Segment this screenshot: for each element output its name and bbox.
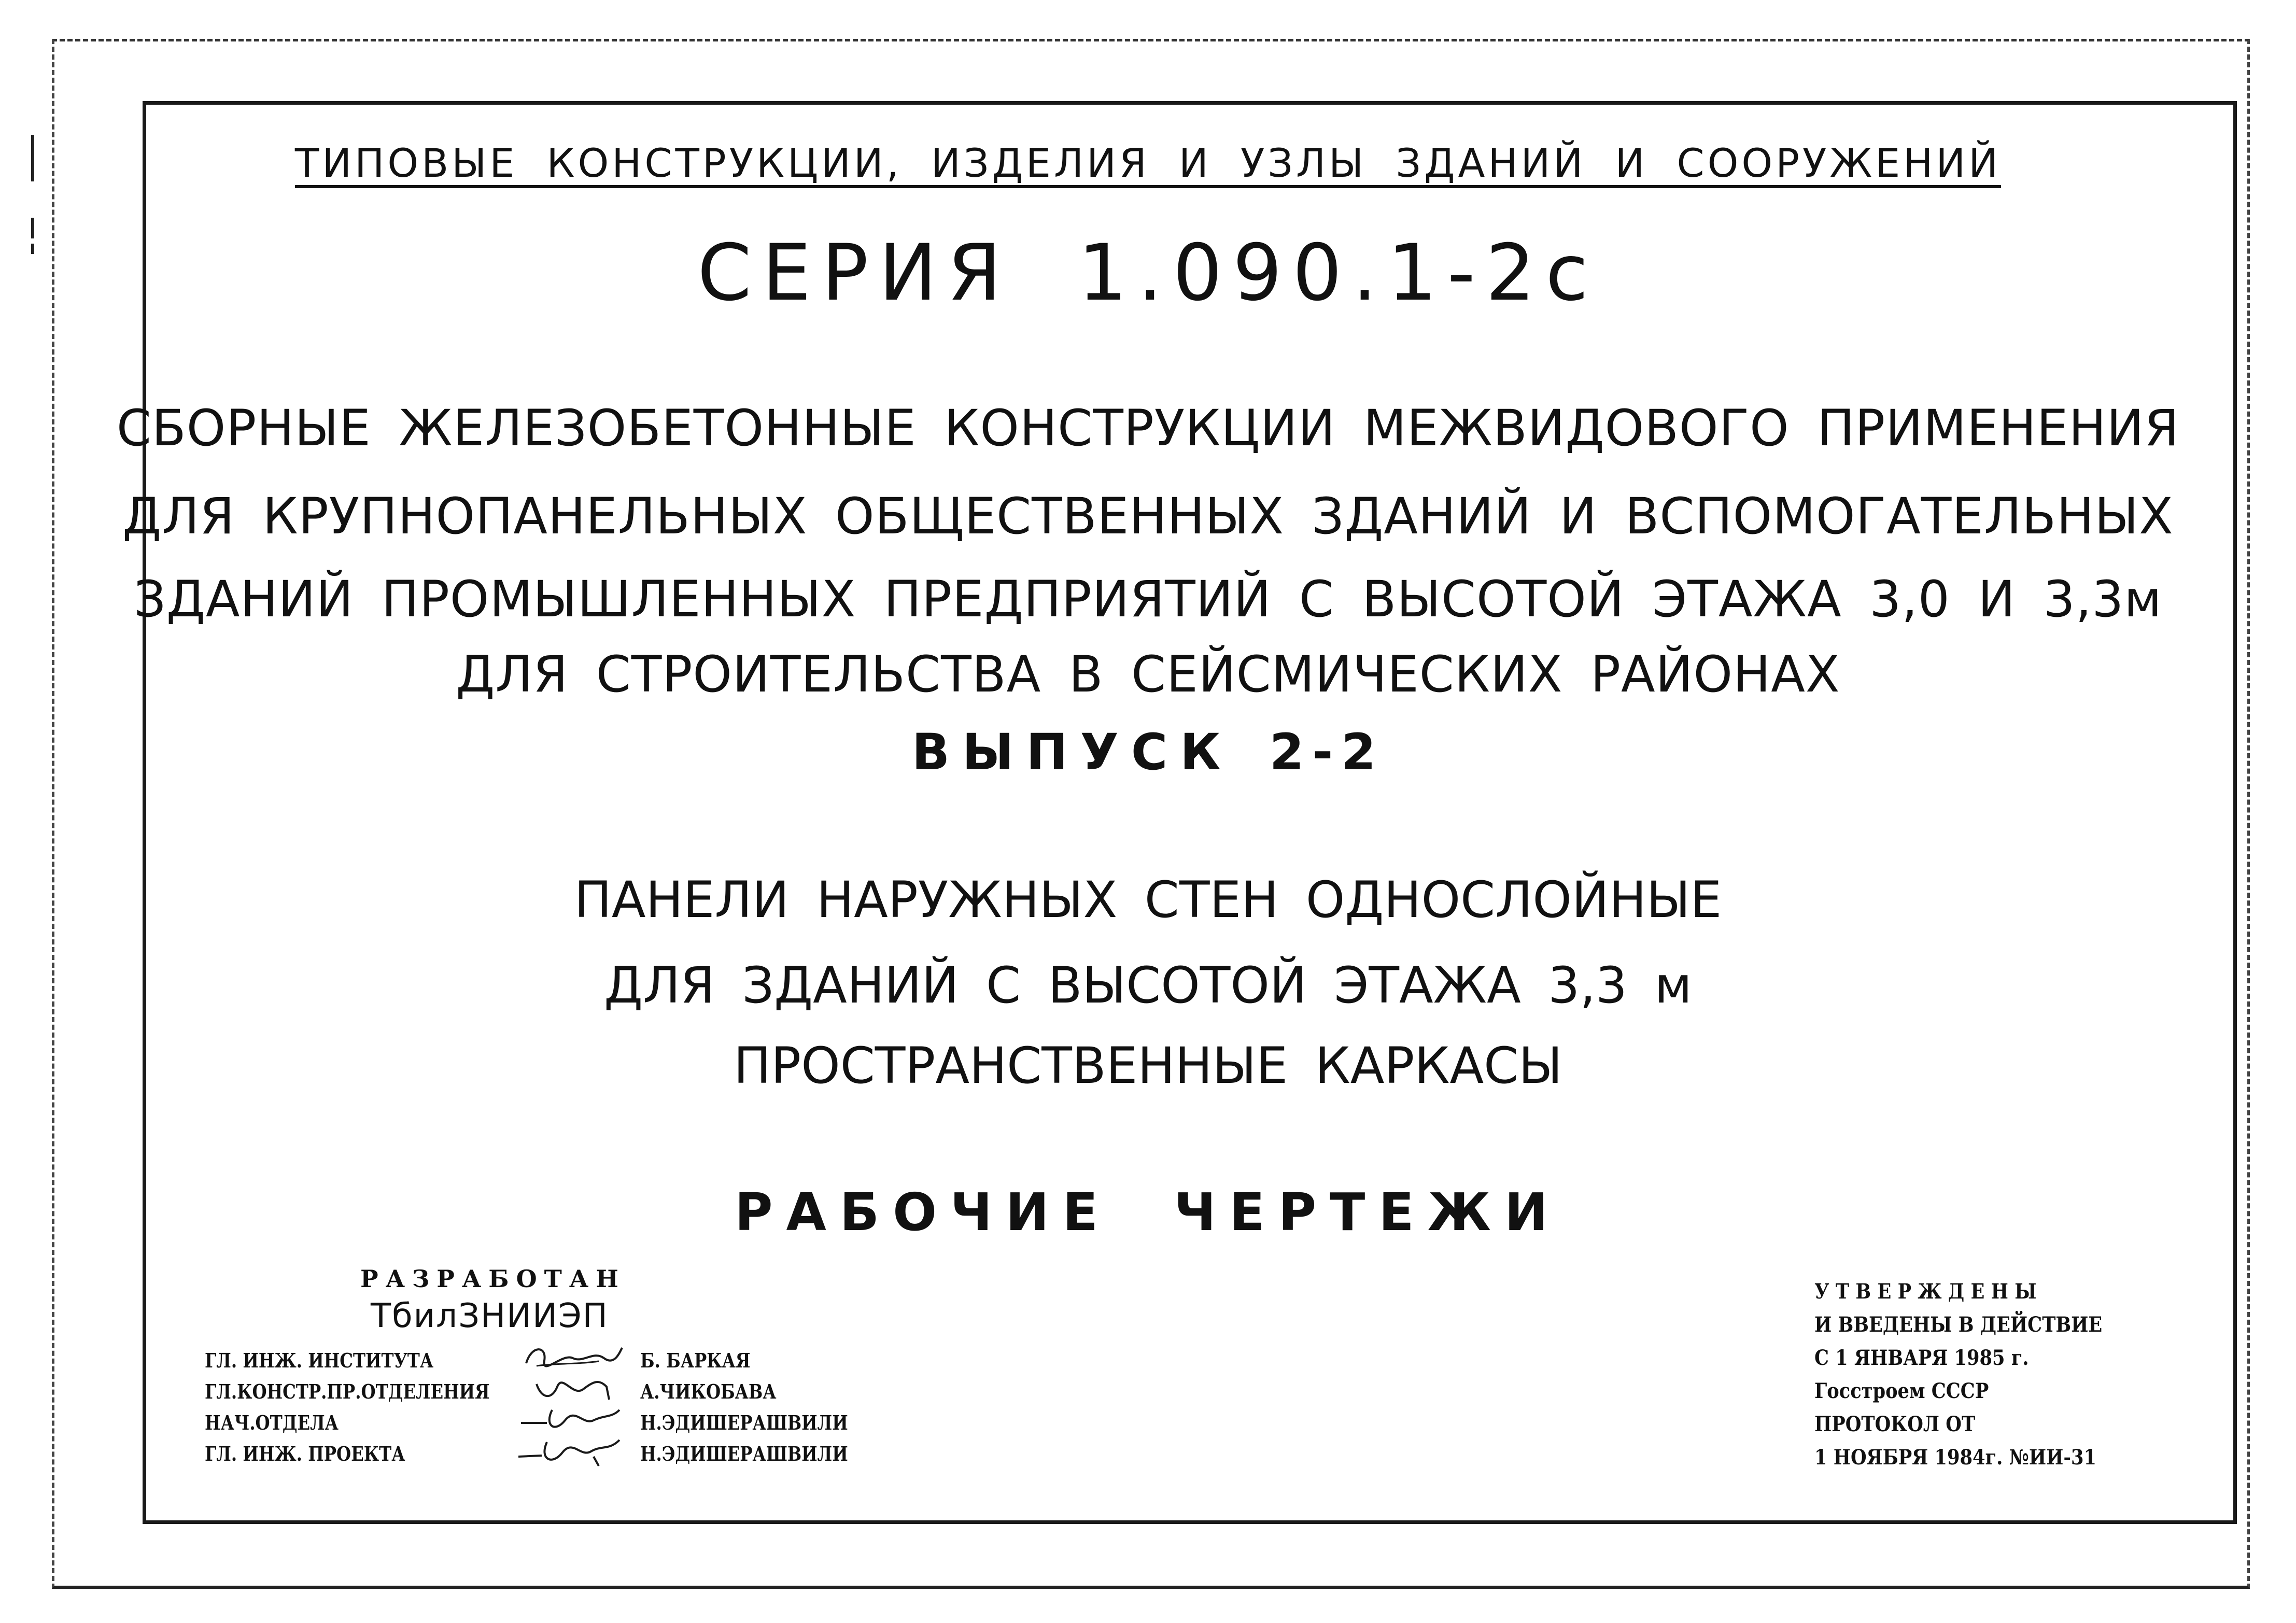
subtitle-line-1: ПАНЕЛИ НАРУЖНЫХ СТЕН ОДНОСЛОЙНЫЕ: [574, 871, 1722, 929]
staff-name: Б. БАРКАЯ: [640, 1349, 751, 1372]
approval-line: 1 НОЯБРЯ 1984г. №ИИ-31: [1814, 1445, 2096, 1470]
staff-role: ГЛ.КОНСТР.ПР.ОТДЕЛЕНИЯ: [205, 1380, 490, 1403]
staff-role: ГЛ. ИНЖ. ИНСТИТУТА: [205, 1349, 434, 1372]
approval-line: И ВВЕДЕНЫ В ДЕЙСТВИЕ: [1814, 1312, 2103, 1337]
main-title-line-3: ЗДАНИЙ ПРОМЫШЛЕННЫХ ПРЕДПРИЯТИЙ С ВЫСОТОЙ ЭТАЖА 3,0 И 3,3м: [134, 570, 2162, 628]
approval-block: [1814, 1275, 2142, 1474]
staff-row: [205, 1405, 931, 1436]
signature-icon: [516, 1343, 625, 1374]
staff-role: ГЛ. ИНЖ. ПРОЕКТА: [205, 1442, 405, 1465]
approval-line: ПРОТОКОЛ ОТ: [1814, 1412, 1976, 1436]
developed-label: РАЗРАБОТАН: [360, 1265, 626, 1293]
developer-organization: ТбилЗНИИЭП: [371, 1297, 609, 1335]
main-title-line-2: ДЛЯ КРУПНОПАНЕЛЬНЫХ ОБЩЕСТВЕННЫХ ЗДАНИЙ И ВСПОМОГАТЕЛЬНЫХ: [122, 487, 2174, 545]
staff-name: Н.ЭДИШЕРАШВИЛИ: [640, 1411, 848, 1434]
staff-row: [205, 1374, 931, 1405]
approval-heading: УТВЕРЖДЕНЫ: [1814, 1279, 2043, 1304]
main-title-line-4: ДЛЯ СТРОИТЕЛЬСТВА В СЕЙСМИЧЕСКИХ РАЙОНАХ: [456, 645, 1840, 703]
working-drawings-label: РАБОЧИЕ ЧЕРТЕЖИ: [735, 1182, 1561, 1243]
issue-number: 2-2: [1269, 723, 1385, 781]
staff-row: [205, 1343, 931, 1374]
staff-name: А.ЧИКОБАВА: [640, 1380, 777, 1403]
signature-icon: [516, 1436, 625, 1467]
subtitle-line-2: ДЛЯ ЗДАНИЙ С ВЫСОТОЙ ЭТАЖА 3,3 м: [604, 956, 1692, 1014]
approval-line: С 1 ЯНВАРЯ 1985 г.: [1814, 1346, 2029, 1370]
staff-name: Н.ЭДИШЕРАШВИЛИ: [640, 1442, 848, 1465]
staff-role: НАЧ.ОТДЕЛА: [205, 1411, 339, 1434]
signature-icon: [516, 1405, 625, 1436]
series-title: СЕРИЯ 1.090.1-2с: [697, 228, 1599, 318]
issue-heading: [0, 723, 2296, 781]
subtitle-line-3: ПРОСТРАНСТВЕННЫЕ КАРКАСЫ: [734, 1037, 1562, 1095]
staff-row: [205, 1436, 931, 1467]
main-title-line-1: СБОРНЫЕ ЖЕЛЕЗОБЕТОННЫЕ КОНСТРУКЦИИ МЕЖВИДОВОГО ПРИМЕНЕНИЯ: [116, 399, 2180, 457]
signature-icon: [516, 1374, 625, 1405]
approval-line: Госстроем СССР: [1814, 1379, 1989, 1403]
header-title: ТИПОВЫЕ КОНСТРУКЦИИ, ИЗДЕЛИЯ И УЗЛЫ ЗДАНИЙ И СООРУЖЕНИЙ: [294, 140, 2002, 186]
issue-label: ВЫПУСК: [911, 723, 1233, 781]
